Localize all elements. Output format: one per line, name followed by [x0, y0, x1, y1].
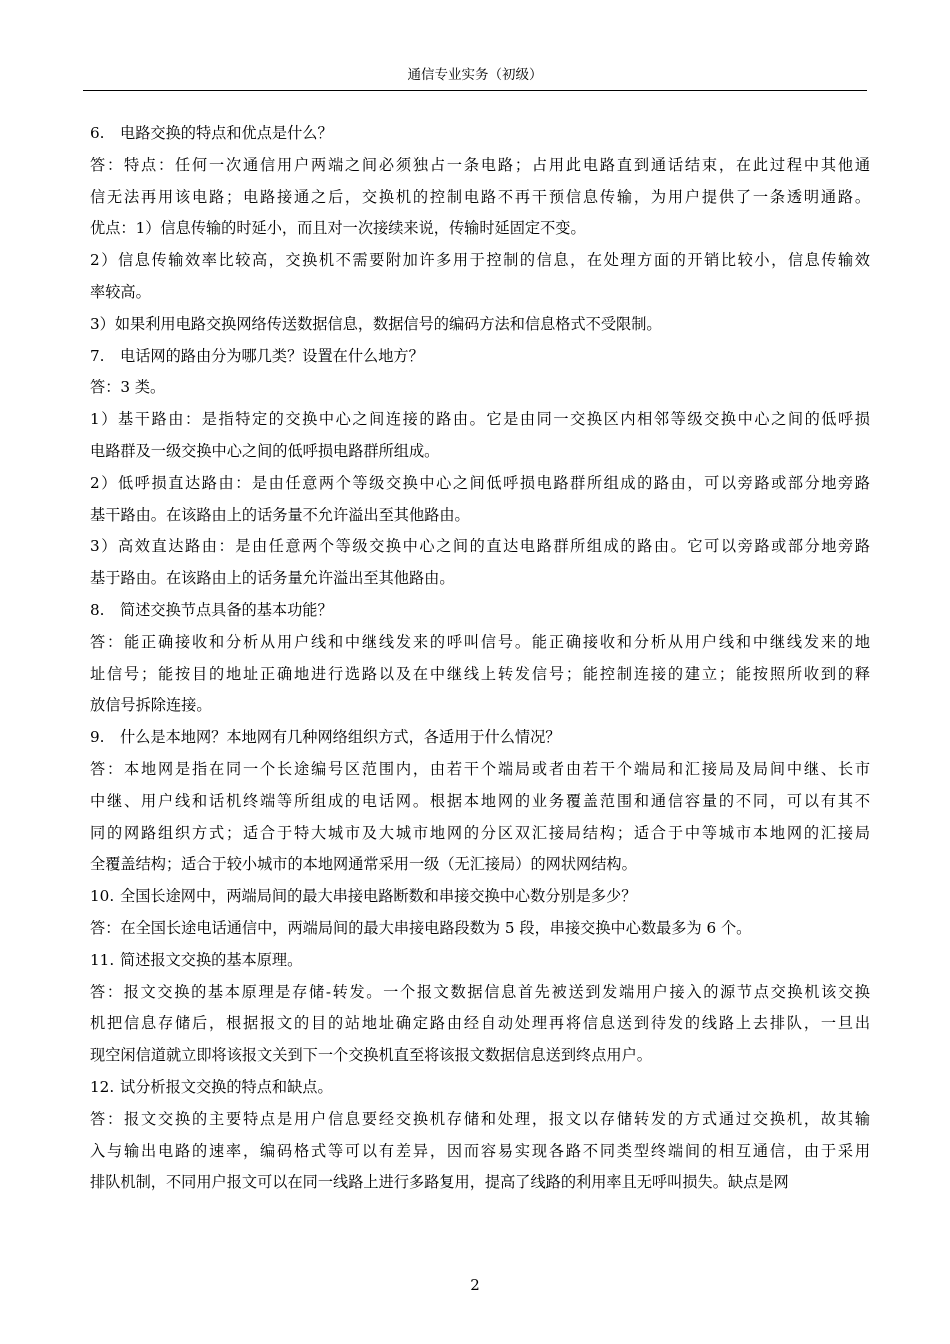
question-block [90, 945, 870, 977]
question-line [90, 881, 870, 913]
answer-line: 2）低呼损直达路由：是由任意两个等级交换中心之间低呼损电路群所组成的路由，可以旁路或部分地旁路 [90, 473, 870, 492]
question-block [90, 595, 870, 627]
question-text: 电话网的路由分为哪几类？设置在什么地方？ [120, 346, 424, 365]
document-body [90, 118, 870, 1199]
question-block [90, 118, 870, 150]
question-number: 9. [90, 728, 105, 747]
answer-line: 机把信息存储后，根据报文的目的站地址确定路由经自动处理再将信息送到待发的线路上去排队，一旦出 [90, 1014, 870, 1033]
answer-block [90, 468, 870, 532]
answer-block [90, 150, 870, 245]
question-line [90, 722, 870, 754]
question-text: 全国长途网中，两端局间的最大串接电路断数和串接交换中心数分别是多少？ [120, 887, 637, 906]
question-text: 简述交换节点具备的基本功能？ [120, 600, 333, 619]
question-block [90, 881, 870, 913]
answer-line: 同的网路组织方式；适合于特大城市及大城市地网的分区双汇接局结构；适合于中等城市本地网的汇接局 [90, 823, 870, 842]
question-number: 6. [90, 124, 105, 142]
answer-line: 优点：1）信息传输的时延小，而且对一次接续来说，传输时延固定不变。 [90, 219, 586, 238]
answer-line: 1）基干路由：是指特定的交换中心之间连接的路由。它是由同一交换区内相邻等级交换中心之间的低呼损 [90, 410, 870, 429]
answer-line: 址信号；能按目的地址正确地进行选路以及在中继线上转发信号；能控制连接的建立；能按照所收到的释 [90, 664, 870, 683]
answer-block [90, 531, 870, 595]
answer-block [90, 245, 870, 309]
question-block [90, 1072, 870, 1104]
question-block [90, 722, 870, 754]
page-header [83, 60, 867, 91]
question-text: 电路交换的特点和优点是什么？ [120, 124, 333, 142]
answer-line: 3）如果利用电路交换网络传送数据信息，数据信号的编码方法和信息格式不受限制。 [90, 314, 662, 333]
question-line [90, 595, 870, 627]
answer-block [90, 372, 870, 404]
answer-line: 电路群及一级交换中心之间的低呼损电路群所组成。 [90, 441, 440, 460]
answer-line: 答：报文交换的主要特点是用户信息要经交换机存储和处理，报文以存储转发的方式通过交换机，故其输 [90, 1109, 870, 1128]
answer-line: 2）信息传输效率比较高，交换机不需要附加许多用于控制的信息，在处理方面的开销比较小，信息传输效 [90, 251, 870, 270]
question-text: 简述报文交换的基本原理。 [120, 950, 303, 969]
question-number: 8. [90, 600, 105, 619]
question-number: 11. [90, 950, 115, 969]
answer-line: 信无法再用该电路；电路接通之后，交换机的控制电路不再干预信息传输，为用户提供了一条透明通路。 [90, 187, 870, 206]
answer-block [90, 977, 870, 1072]
answer-line: 入与输出电路的速率，编码格式等可以有差异，因而容易实现各路不同类型终端间的相互通信，由于采用 [90, 1141, 870, 1160]
question-line [90, 1072, 870, 1104]
answer-line: 答：报文交换的基本原理是存储-转发。一个报文数据信息首先被送到发端用户接入的源节点交换机该交换 [90, 982, 870, 1001]
question-number: 12. [90, 1077, 115, 1096]
question-text: 试分析报文交换的特点和缺点。 [120, 1077, 333, 1096]
answer-line: 中继、用户线和话机终端等所组成的电话网。根据本地网的业务覆盖范围和通信容量的不同，可以有其不 [90, 791, 870, 810]
question-line [90, 945, 870, 977]
answer-line: 答：能正确接收和分析从用户线和中继线发来的呼叫信号。能正确接收和分析从用户线和中继线发来的地 [90, 632, 870, 651]
question-line [90, 118, 870, 150]
answer-line: 答：本地网是指在同一个长途编号区范围内，由若干个端局或者由若干个端局和汇接局及局间中继、长市 [90, 759, 870, 778]
answer-line: 基于路由。在该路由上的话务量允许溢出至其他路由。 [90, 569, 455, 588]
header-title: 通信专业实务（初级） [407, 67, 543, 83]
question-line [90, 341, 870, 373]
answer-block [90, 913, 870, 945]
question-text: 什么是本地网？本地网有几种网络组织方式，各适用于什么情况？ [120, 728, 561, 747]
answer-block [90, 404, 870, 468]
answer-line: 答：3 类。 [90, 378, 166, 397]
answer-block [90, 754, 870, 881]
question-number: 10. [90, 887, 115, 906]
page-number: 2 [470, 1276, 480, 1294]
answer-line: 基干路由。在该路由上的话务量不允许溢出至其他路由。 [90, 505, 470, 524]
answer-line: 现空闲信道就立即将该报文关到下一个交换机直至将该报文数据信息送到终点用户。 [90, 1046, 652, 1065]
answer-line: 答：特点：任何一次通信用户两端之间必须独占一条电路；占用此电路直到通话结束，在此过程中其他通 [90, 155, 870, 174]
answer-line: 3）高效直达路由：是由任意两个等级交换中心之间的直达电路群所组成的路由。它可以旁路或部分地旁路 [90, 537, 870, 556]
answer-line: 全覆盖结构；适合于较小城市的本地网通常采用一级（无汇接局）的网状网结构。 [90, 855, 637, 874]
answer-line: 率较高。 [90, 282, 151, 301]
answer-block [90, 1104, 870, 1199]
question-number: 7. [90, 346, 105, 365]
answer-line: 答：在全国长途电话通信中，两端局间的最大串接电路段数为 5 段，串接交换中心数最多为 6 个。 [90, 918, 752, 937]
answer-block [90, 309, 870, 341]
answer-line: 排队机制，不同用户报文可以在同一线路上进行多路复用，提高了线路的利用率且无呼叫损失。缺点是网 [90, 1173, 789, 1192]
answer-line: 放信号拆除连接。 [90, 696, 212, 715]
answer-block [90, 627, 870, 722]
question-block [90, 341, 870, 373]
